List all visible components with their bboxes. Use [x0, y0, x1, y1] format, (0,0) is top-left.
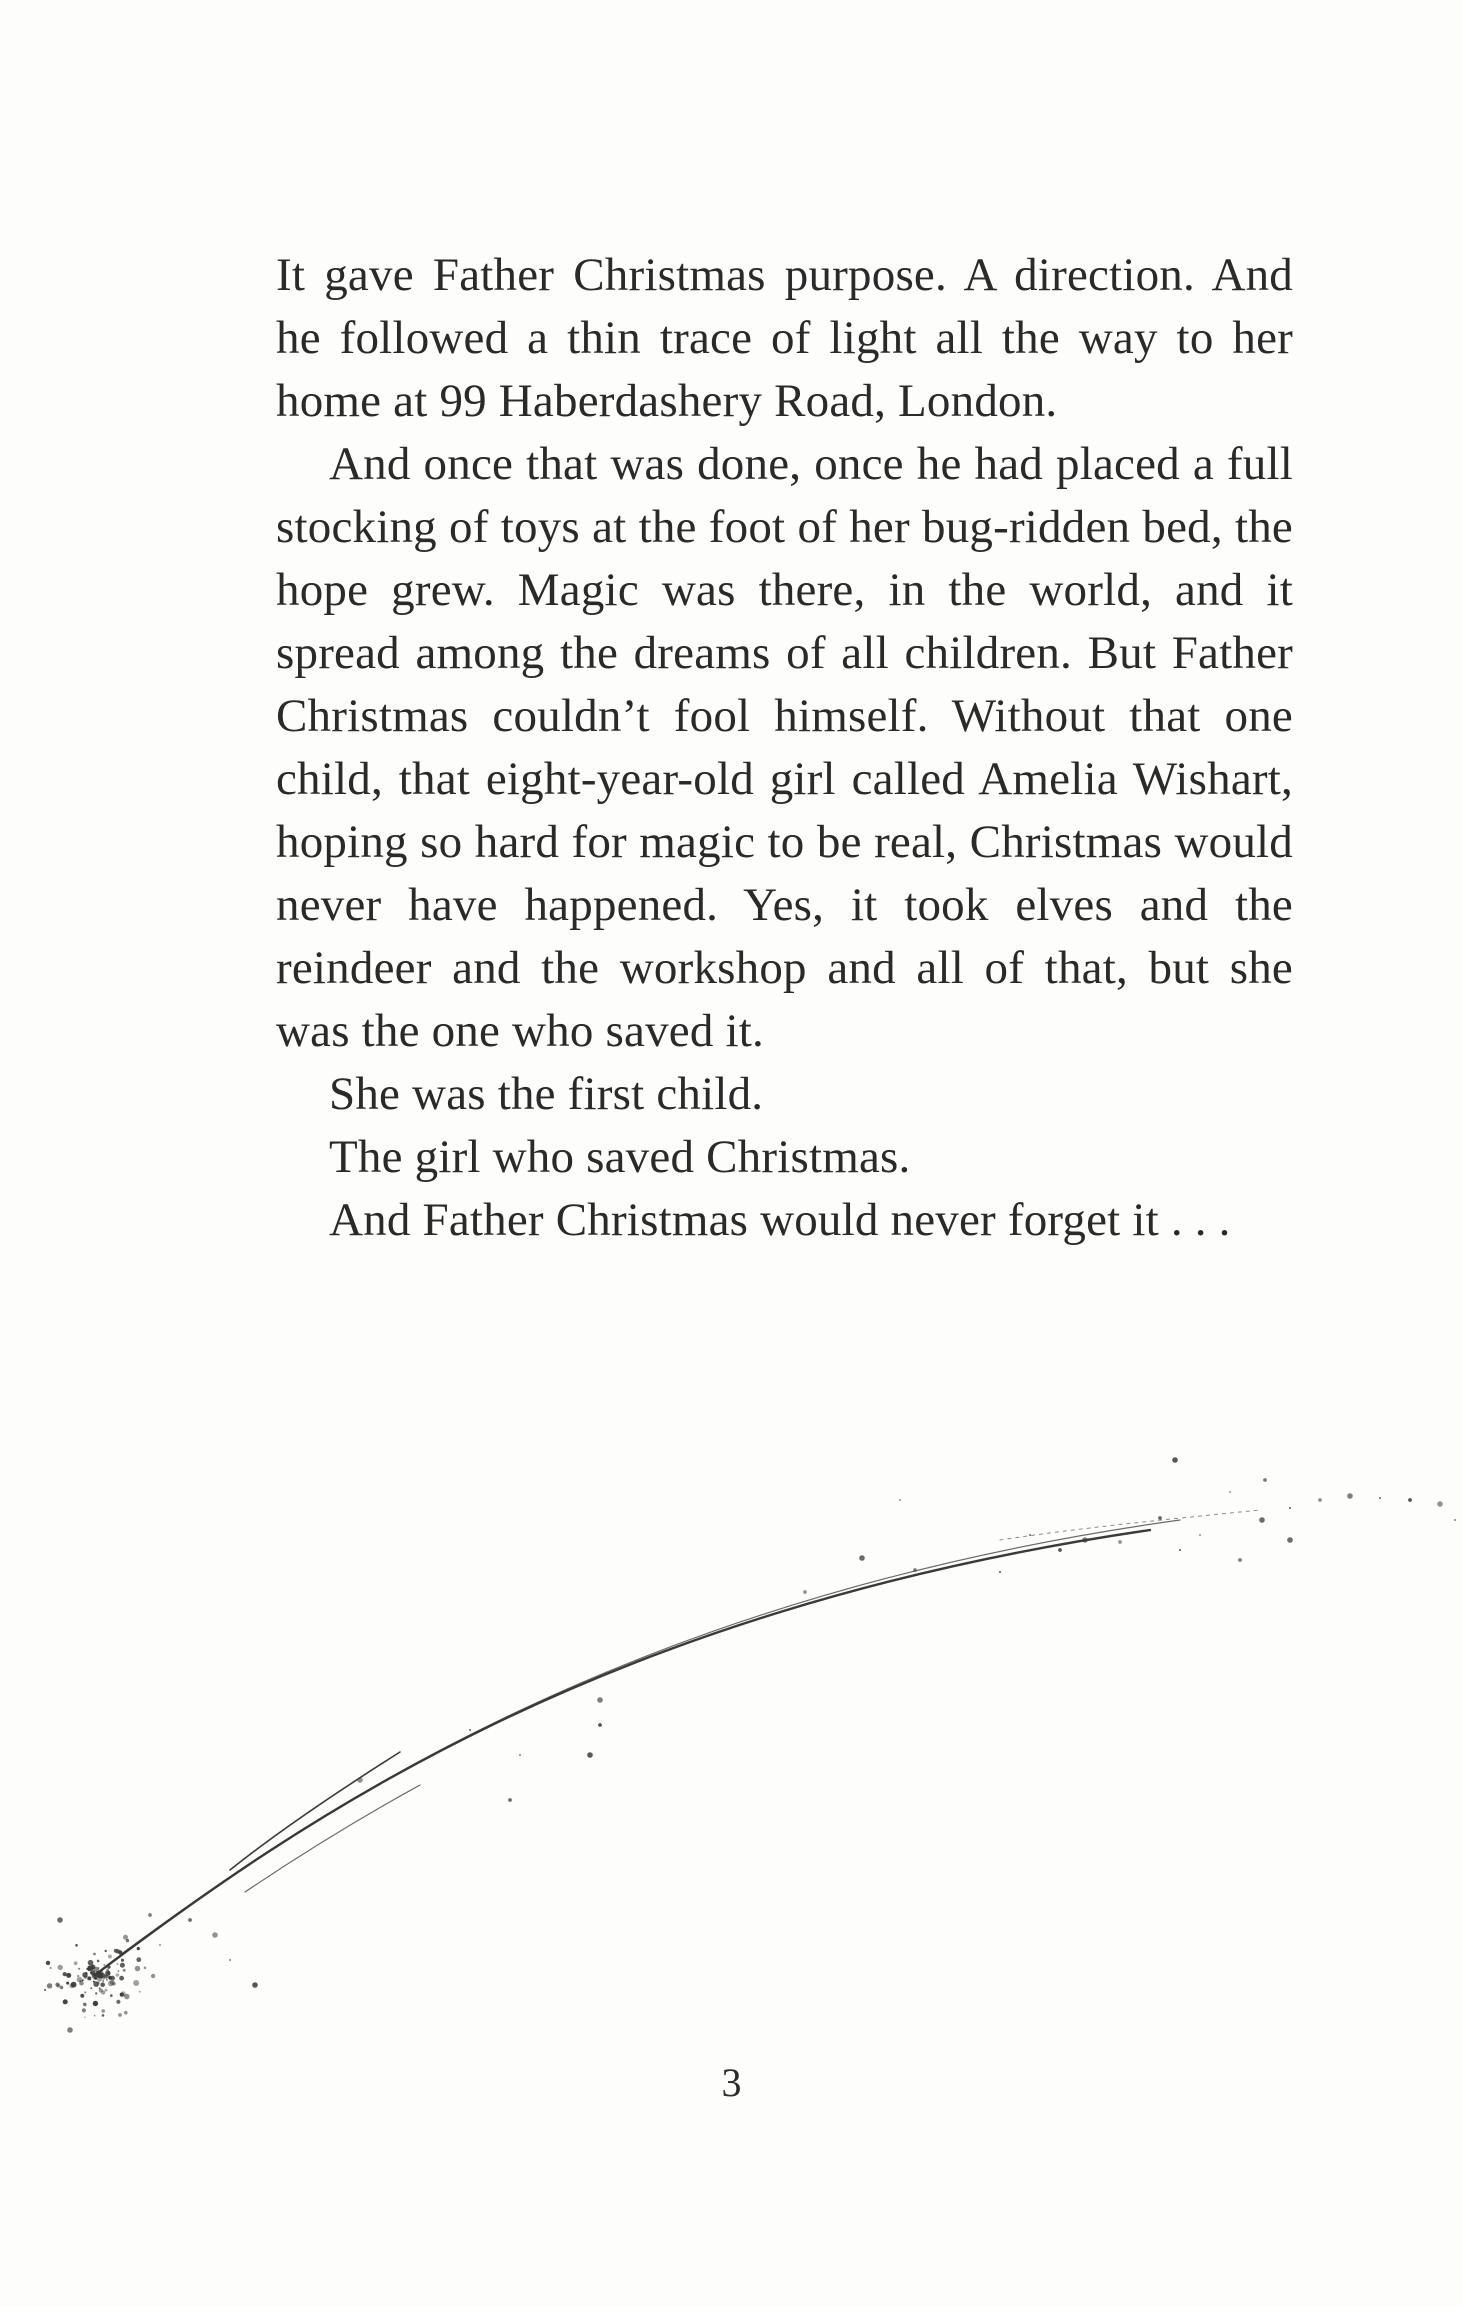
page-number: 3: [721, 2060, 742, 2105]
paragraph-5: And Father Christmas would never forget it . . .: [329, 1194, 1231, 1246]
paragraph-1: It gave Father Christmas purpose. A direction. And he followed a thin trace of light all the way to her home at 99 Haberdashery Road, London.: [276, 249, 1293, 427]
star-trail: [95, 1510, 1260, 1975]
shooting-star-icon: [0, 1400, 1463, 2050]
paragraph-2: And once that was done, once he had placed a full stocking of toys at the foot of her bug-ridden bed, the hope grew. Magic was there, in the world, and it spread among the dreams of all children. But Father Christmas couldn’t fool himself. Without that one child, that eight-year-old girl called Amelia Wishart, hoping so hard for magic to be real, Christmas would never have happened. Yes, it took elves and the reindeer and the workshop and all of that, but she was the one who saved it.: [276, 438, 1293, 1057]
paragraph-4: The girl who saved Christmas.: [329, 1131, 911, 1183]
paragraph-3: She was the first child.: [329, 1068, 764, 1120]
body-text: [276, 244, 1293, 1252]
sparkles: [44, 1457, 1456, 2033]
star-burst: [46, 1935, 156, 2018]
